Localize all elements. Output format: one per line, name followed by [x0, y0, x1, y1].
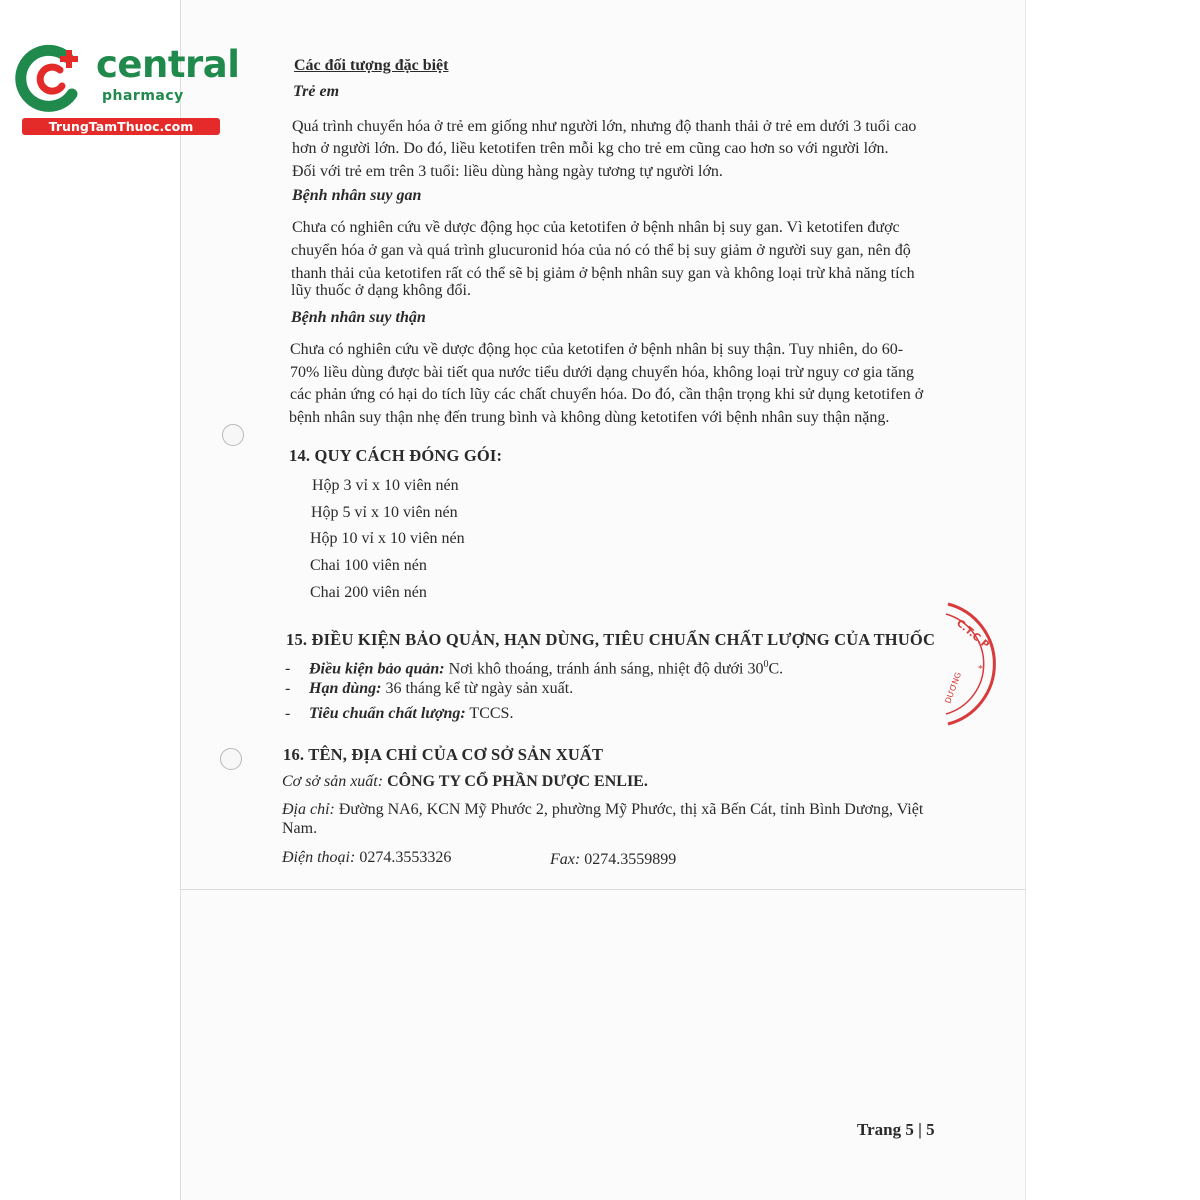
address-row [282, 800, 923, 820]
address-label: Địa chỉ: [282, 801, 335, 818]
quality-value: TCCS. [465, 705, 514, 722]
address-value: Đường NA6, KCN Mỹ Phước 2, phường Mỹ Phước, thị xã Bến Cát, tỉnh Bình Dương, Việt [334, 801, 924, 818]
liver-para-line-4: lũy thuốc ở dạng không đổi. [291, 282, 471, 299]
heading-liver-impairment: Bệnh nhân suy gan [292, 187, 422, 204]
section-15-heading: 15. ĐIỀU KIỆN BẢO QUẢN, HẠN DÙNG, TIÊU CHUẨN CHẤT LƯỢNG CỦA THUỐC [286, 630, 936, 649]
packaging-item: Hộp 10 vỉ x 10 viên nén [310, 530, 465, 547]
logo-brand: central [96, 43, 240, 86]
expiry-row [285, 679, 573, 699]
liver-para-line-3: thanh thải của ketotifen rất có thể sẽ bị giảm ở bệnh nhân suy gan và không loại trừ khả năng tích [291, 265, 915, 282]
children-para-2: Đối với trẻ em trên 3 tuổi: liều dùng hàng ngày tương tự người lớn. [292, 163, 723, 180]
phone-value: 0274.3553326 [355, 849, 452, 866]
storage-degree: 0 [763, 659, 769, 670]
facility-row [282, 772, 648, 792]
packaging-item: Hộp 3 vỉ x 10 viên nén [312, 477, 459, 494]
storage-row [285, 655, 783, 679]
page-number: Trang 5 | 5 [857, 1120, 935, 1139]
kidney-para-line-4: bệnh nhân suy thận nhẹ đến trung bình và không dùng ketotifen với bệnh nhân suy thận nặng. [289, 409, 890, 426]
section-14-heading: 14. QUY CÁCH ĐÓNG GÓI: [289, 446, 503, 465]
packaging-item: Hộp 5 vỉ x 10 viên nén [311, 504, 458, 521]
kidney-para-line-2: 70% liều dùng được bài tiết qua nước tiểu dưới dạng chuyển hóa, không loại trừ nguy cơ gia tăng [290, 364, 914, 381]
kidney-para-line-1: Chưa có nghiên cứu về dược động học của ketotifen ở bệnh nhân bị suy thận. Tuy nhiên, do 60- [290, 341, 904, 358]
fax-value: 0274.3559899 [580, 851, 677, 868]
heading-children: Trẻ em [293, 83, 340, 100]
list-dash: - [285, 680, 291, 697]
expiry-label: Hạn dùng: [309, 680, 382, 697]
kidney-para-line-3: các phản ứng có hại do tích lũy các chất chuyển hóa. Do đó, cần thận trọng khi sử dụng ketotifen ở [290, 386, 924, 403]
address-line-2: Nam. [282, 820, 318, 837]
liver-para-line-1: Chưa có nghiên cứu về dược động học của ketotifen ở bệnh nhân bị suy gan. Vì ketotifen được [292, 219, 900, 236]
packaging-item: Chai 200 viên nén [310, 584, 427, 601]
quality-row [285, 704, 513, 724]
liver-para-line-2: chuyển hóa ở gan và quá trình glucuronid hóa của nó có thể bị suy giảm ở người suy gan, nên độ [291, 242, 911, 259]
fax-label: Fax: [550, 851, 581, 868]
stamp-text-top: C.T.C.P [954, 617, 991, 652]
section-16-heading: 16. TÊN, ĐỊA CHỈ CỦA CƠ SỞ SẢN XUẤT [283, 745, 604, 764]
phone-label: Điện thoại: [282, 849, 356, 866]
packaging-item: Chai 100 viên nén [310, 557, 427, 574]
fax-row [550, 850, 676, 870]
storage-value: Nơi khô thoáng, tránh ánh sáng, nhiệt độ dưới 30 [444, 660, 764, 678]
logo-subtitle: pharmacy [102, 88, 184, 104]
expiry-value: 36 tháng kể từ ngày sản xuất. [381, 680, 574, 697]
facility-value: CÔNG TY CỔ PHẦN DƯỢC ENLIE. [383, 773, 648, 790]
children-para-line-2: hơn ở người lớn. Do đó, liều ketotifen trên mỗi kg cho trẻ em cũng cao hơn so với người lớn. [292, 140, 889, 157]
stamp-text-bottom: DƯƠNG [943, 671, 964, 705]
list-dash: - [285, 660, 291, 678]
stamp-star-icon: * [978, 664, 983, 675]
quality-label: Tiêu chuẩn chất lượng: [309, 705, 466, 722]
phone-row [282, 848, 451, 868]
storage-unit: C. [768, 660, 784, 678]
heading-kidney-impairment: Bệnh nhân suy thận [291, 309, 426, 326]
facility-label: Cơ sở sản xuất: [282, 773, 384, 790]
logo-site-banner: TrungTamThuoc.com [22, 118, 220, 135]
list-dash: - [285, 705, 291, 722]
children-para-line-1: Quá trình chuyển hóa ở trẻ em giống như người lớn, nhưng độ thanh thải ở trẻ em dưới 3 tuổi cao [292, 118, 917, 135]
storage-label: Điều kiện bảo quản: [309, 660, 445, 678]
section-title-special-populations: Các đối tượng đặc biệt [294, 57, 449, 74]
